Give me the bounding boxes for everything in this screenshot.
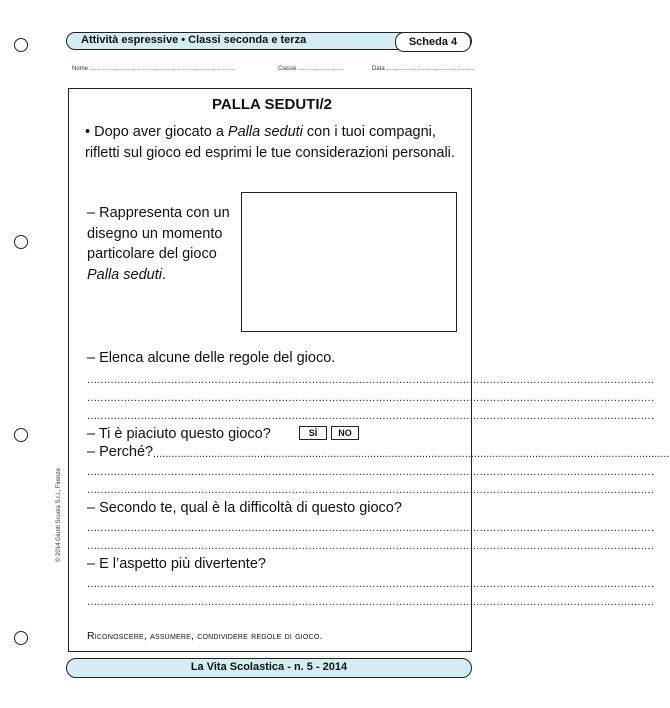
question-rules: – Elenca alcune delle regole del gioco. bbox=[87, 350, 336, 366]
binder-hole-bottom bbox=[14, 631, 28, 645]
footer-band: La Vita Scolastica - n. 5 - 2014 bbox=[66, 658, 472, 678]
answer-line-why-inline[interactable]: ......................................................................................................................................................................... bbox=[153, 448, 670, 460]
answer-line-fun-1[interactable]: ......................................................................................................................................................................... bbox=[87, 578, 655, 590]
intro-paragraph bbox=[85, 122, 455, 163]
intro-text-after: con i tuoi compagni, rifletti sul gioco ed esprimi le tue considerazioni personali. bbox=[85, 124, 455, 161]
scheda-badge: Scheda 4 bbox=[395, 32, 471, 52]
answer-line-rules-2[interactable]: ......................................................................................................................................................................... bbox=[87, 392, 655, 404]
answer-line-difficulty-2[interactable]: ......................................................................................................................................................................... bbox=[87, 540, 655, 552]
binder-hole-upper-middle bbox=[14, 235, 28, 249]
name-field: Nome ....................................................................................... bbox=[72, 66, 235, 72]
header-title: Attività espressive • Classi seconda e terza bbox=[81, 34, 307, 46]
drawing-box[interactable] bbox=[241, 192, 457, 332]
answer-line-rules-1[interactable]: ......................................................................................................................................................................... bbox=[87, 374, 655, 386]
copyright-credit: © 2014 Giunti Scuola S.r.l., Firenze bbox=[56, 468, 62, 562]
header-band bbox=[66, 32, 472, 50]
answer-line-difficulty-1[interactable]: ......................................................................................................................................................................... bbox=[87, 522, 655, 534]
question-difficulty: – Secondo te, qual è la difficoltà di questo gioco? bbox=[87, 500, 402, 516]
question-fun: – E l’aspetto più divertente? bbox=[87, 556, 266, 572]
question-why: – Perché? bbox=[87, 444, 154, 460]
binder-hole-lower-middle bbox=[14, 428, 28, 442]
answer-line-rules-3[interactable]: ......................................................................................................................................................................... bbox=[87, 410, 655, 422]
learning-objective: Riconoscere, assumere, condividere regole di gioco. bbox=[87, 630, 323, 642]
intro-game-name: Palla seduti bbox=[227, 124, 303, 140]
question-liked: – Ti è piaciuto questo gioco? SÌ NO bbox=[87, 426, 271, 442]
draw-instruction-text: – Rappresenta con un disegno un momento particolare del gioco bbox=[87, 205, 230, 262]
answer-line-why-1[interactable]: ......................................................................................................................................................................... bbox=[87, 466, 655, 478]
draw-instruction: – Rappresenta con un disegno un momento particolare del gioco Palla seduti. bbox=[87, 205, 230, 283]
yes-checkbox[interactable]: SÌ bbox=[299, 426, 327, 440]
answer-line-fun-2[interactable]: ......................................................................................................................................................................... bbox=[87, 596, 655, 608]
bullet-icon: • bbox=[85, 124, 91, 140]
answer-line-why-2[interactable]: ......................................................................................................................................................................... bbox=[87, 484, 655, 496]
date-field: Data ..................................................... bbox=[372, 66, 475, 72]
no-checkbox[interactable]: NO bbox=[331, 426, 359, 440]
class-field: Classe ........................... bbox=[278, 66, 344, 72]
binder-hole-top bbox=[14, 38, 28, 52]
intro-text-before: Dopo aver giocato a bbox=[90, 124, 228, 140]
worksheet-title: PALLA SEDUTI/2 bbox=[211, 96, 332, 113]
draw-game-name: Palla seduti bbox=[87, 266, 162, 283]
